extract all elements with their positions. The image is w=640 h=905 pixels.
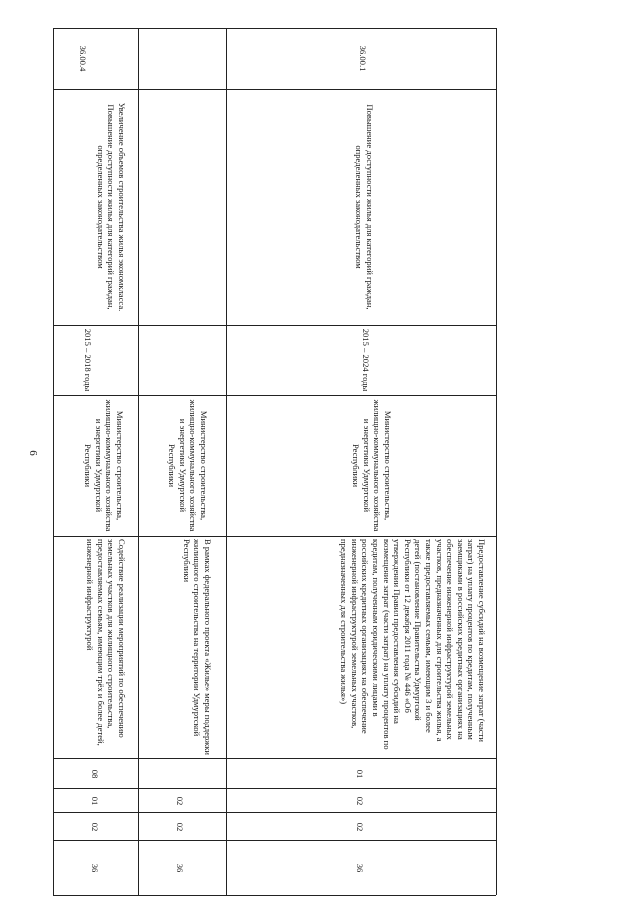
gp-code-cell: 36 (175, 863, 185, 873)
executor-cell: Министерство строительства, жилищно-коммунального хозяйства и энергетики Удмуртской Республики (351, 399, 393, 532)
pgp-code-cell: 02 (90, 822, 100, 832)
pgp-code-cell: 02 (175, 822, 185, 832)
page-number: 6 (27, 450, 39, 456)
name-cell: В рамках федерального проекта «Жилье» меры поддержки жилищного строительства на территории Удмуртской Республики (181, 539, 213, 755)
executor-cell: Министерство строительства, жилищно-коммунального хозяйства и энергетики Удмуртской Республики (83, 399, 125, 532)
m-code-cell: 08 (90, 769, 100, 779)
executor-cell: Министерство строительства, жилищно-коммунального хозяйства и энергетики Удмуртской Республики (167, 399, 209, 532)
indicator-cell: 36.00.4 (78, 45, 88, 72)
om-code-cell: 02 (355, 796, 365, 806)
result-cell: Увеличение объемов строительства жилья экономкласса. Повышение доступности жилья для категорий граждан, определенных законодательством (95, 102, 127, 312)
name-cell: Содействие реализации мероприятий по обеспечению земельных участков для жилищного строительства, предоставляемых семьям, имеющим трёх и более детей, инженерной инфраструктурой (85, 539, 127, 746)
m-code-cell: 01 (355, 769, 365, 779)
result-cell: Повышение доступности жилья для категорий граждан, определенных законодательством (354, 104, 375, 310)
gp-code-cell: 36 (90, 863, 100, 873)
name-cell: Предоставление субсидий на возмещение затрат (части затрат) на уплату процентов по кредитам, полученным заемщиками в российских кредитных организациях на обеспечение инженерной инфраструктурой земельных участков, предназначенных для строительства жилья, а также предоставляемых семьям, имеющим 3 и более детей (постановление Правительства Удмуртской Республики от 12 декабря 2011 года № 446 «Об утверждении Правил предоставления субсидий на возмещение затрат (части затрат) на уплату процентов по кредитам, полученным юридическими лицами в российских кредитных организациях на обеспечение инженерной инфраструктурой земельных участков, предназначенных для строительства жилья») (339, 539, 487, 750)
indicator-cell: 36.00.1 (358, 45, 368, 72)
om-code-cell: 01 (90, 796, 100, 806)
om-code-cell: 02 (175, 796, 185, 806)
gp-code-cell: 36 (355, 863, 365, 873)
term-cell: 2015 – 2018 годы (83, 328, 93, 392)
pgp-code-cell: 02 (355, 822, 365, 832)
term-cell: 2015 – 2024 годы (361, 328, 371, 392)
